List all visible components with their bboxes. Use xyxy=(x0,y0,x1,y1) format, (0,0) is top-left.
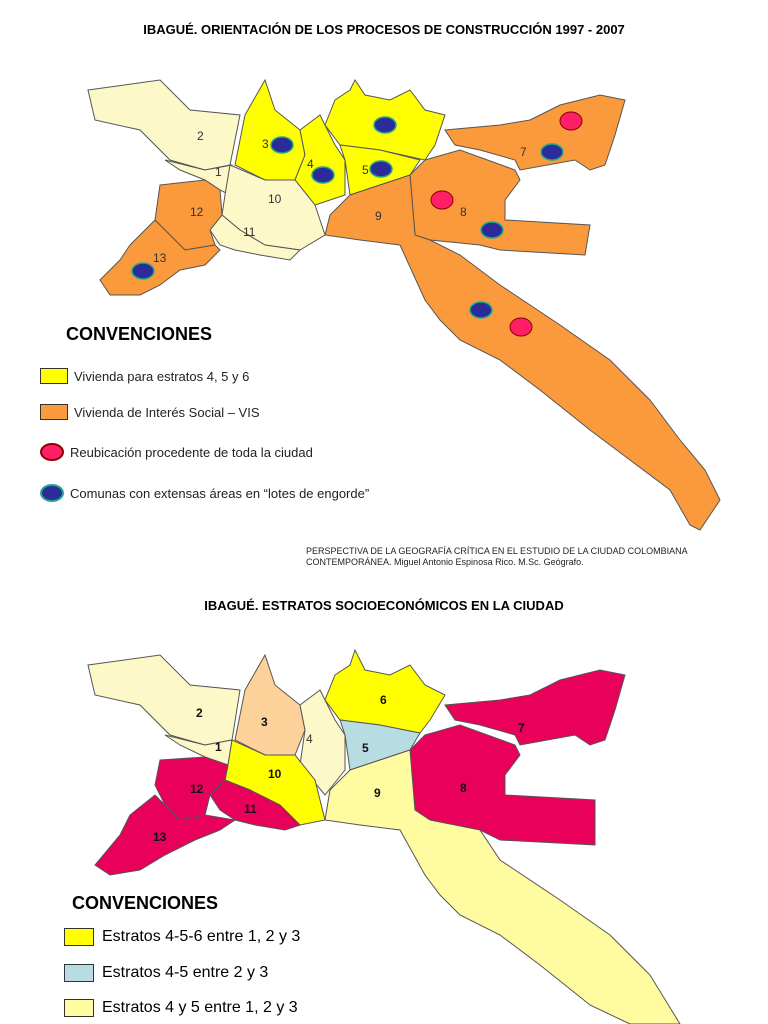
m1-label-3: 3 xyxy=(262,137,269,151)
m1-red-dot xyxy=(510,318,532,336)
m1-label-2: 2 xyxy=(197,129,204,143)
legend-label: Estratos 4-5-6 entre 1, 2 y 3 xyxy=(102,928,301,945)
legend-red-dot-icon xyxy=(40,443,64,461)
map1-legend-heading: CONVENCIONES xyxy=(66,324,213,344)
legend-label: Vivienda de Interés Social – VIS xyxy=(74,404,260,420)
m2-label-11: 11 xyxy=(244,802,257,816)
m2-label-9: 9 xyxy=(374,786,381,800)
m2-label-13: 13 xyxy=(153,830,167,844)
m1-blue-dot xyxy=(470,302,492,318)
m1-label-5: 5 xyxy=(362,163,369,177)
legend-swatch-yellow xyxy=(40,368,68,384)
m1-blue-dot xyxy=(374,117,396,133)
m1-blue-dot xyxy=(271,137,293,153)
legend-label: Estratos 4-5 entre 2 y 3 xyxy=(102,964,269,981)
map2-legend-item-yellow xyxy=(64,928,300,946)
credit-line-2: CONTEMPORÁNEA. Miguel Antonio Espinosa Rico. M.Sc. Geógrafo. xyxy=(306,557,584,567)
m1-label-4: 4 xyxy=(307,157,314,171)
m1-blue-dot xyxy=(312,167,334,183)
m1-comuna-3 xyxy=(235,80,305,180)
map1-legend-item-orange xyxy=(40,404,260,420)
legend-swatch-paleyellow xyxy=(64,999,94,1017)
legend-label: Comunas con extensas áreas en “lotes de engorde” xyxy=(70,485,370,501)
map2-legend-item-paleyellow xyxy=(64,999,298,1017)
m2-label-8: 8 xyxy=(460,781,467,795)
m2-label-6: 6 xyxy=(380,693,387,707)
m1-label-8: 8 xyxy=(460,205,467,219)
m2-label-10: 10 xyxy=(268,767,282,781)
credit-line-1: PERSPECTIVA DE LA GEOGRAFÍA CRÍTICA EN EL ESTUDIO DE LA CIUDAD COLOMBIANA xyxy=(306,546,688,556)
m1-label-10: 10 xyxy=(268,192,282,206)
m1-label-12: 12 xyxy=(190,205,204,219)
m1-blue-dot xyxy=(541,144,563,160)
map2-title: IBAGUÉ. ESTRATOS SOCIOECONÓMICOS EN LA CIUDAD xyxy=(204,598,564,613)
m2-label-5: 5 xyxy=(362,741,369,755)
map1-title: IBAGUÉ. ORIENTACIÓN DE LOS PROCESOS DE CONSTRUCCIÓN 1997 - 2007 xyxy=(143,22,625,37)
legend-label: Reubicación procedente de toda la ciudad xyxy=(70,444,313,460)
m2-comuna-3 xyxy=(235,655,305,755)
legend-swatch-lightblue xyxy=(64,964,94,982)
map1-legend-item-blue xyxy=(40,484,369,502)
m1-label-13: 13 xyxy=(153,251,167,265)
legend-blue-dot-icon xyxy=(40,484,64,502)
m2-comuna-2 xyxy=(88,655,240,745)
m1-comuna-2 xyxy=(88,80,240,170)
m1-blue-dot xyxy=(370,161,392,177)
legend-swatch-orange xyxy=(40,404,68,420)
m1-label-9: 9 xyxy=(375,209,382,223)
m2-label-2: 2 xyxy=(196,706,203,720)
m1-label-11: 11 xyxy=(243,225,256,239)
m1-blue-dot xyxy=(132,263,154,279)
m1-label-1: 1 xyxy=(215,165,222,179)
m2-label-4: 4 xyxy=(306,732,313,746)
map2-legend-heading: CONVENCIONES xyxy=(72,893,219,913)
m2-label-7: 7 xyxy=(518,721,525,735)
m1-red-dot xyxy=(431,191,453,209)
legend-label: Vivienda para estratos 4, 5 y 6 xyxy=(74,368,250,384)
legend-label: Estratos 4 y 5 entre 1, 2 y 3 xyxy=(102,999,298,1016)
map2-legend-item-lightblue xyxy=(64,964,268,982)
map1-credit xyxy=(306,546,766,568)
map1-legend-item-red xyxy=(40,443,313,461)
m2-label-1: 1 xyxy=(215,740,222,754)
m2-label-3: 3 xyxy=(261,715,268,729)
map1-legend-item-yellow xyxy=(40,368,249,384)
m1-blue-dot xyxy=(481,222,503,238)
m1-label-7: 7 xyxy=(520,145,527,159)
map1 xyxy=(0,70,768,550)
m1-red-dot xyxy=(560,112,582,130)
m2-label-12: 12 xyxy=(190,782,204,796)
legend-swatch-yellow xyxy=(64,928,94,946)
